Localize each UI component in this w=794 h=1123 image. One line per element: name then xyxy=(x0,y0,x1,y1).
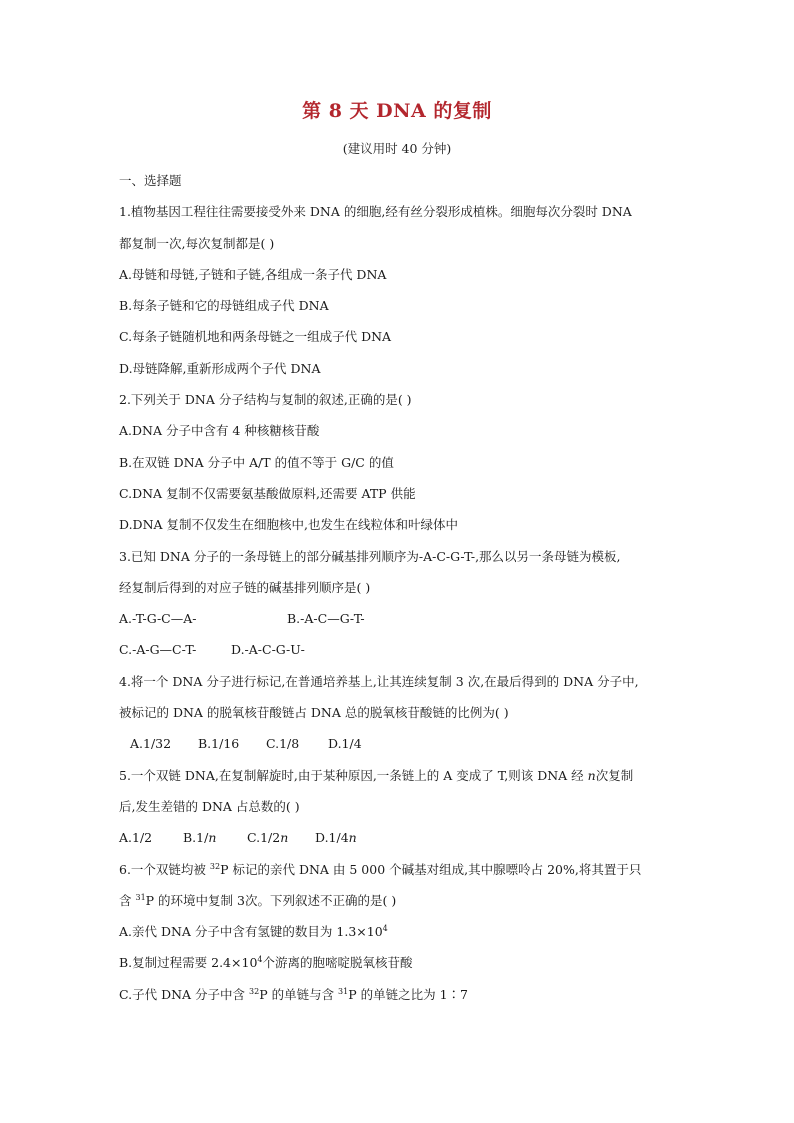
question-6-stem-line-1: 6.一个双链均被 $^{32}$P 标记的亲代 DNA 由 5 000 个碱基对组成,其中腺嘌呤占 20%,将其置于只 xyxy=(119,861,642,877)
question-5-option-c: C.1/2n xyxy=(247,830,289,846)
question-4-option-c: C.1/8 xyxy=(266,736,300,752)
question-1-option-b: B.每条子链和它的母链组成子代 DNA xyxy=(119,298,329,314)
question-4-option-b: B.1/16 xyxy=(198,736,240,752)
suggested-time: (建议用时 40 分钟) xyxy=(342,141,452,156)
section-heading: 一、选择题 xyxy=(119,173,182,188)
isotope-32: 32 xyxy=(209,861,221,871)
isotope-31: 31 xyxy=(135,892,146,902)
question-3-option-d: D.-A-C-G-U- xyxy=(231,642,305,658)
question-6-option-b: B.复制过程需要 $2.4\times 10^4$个游离的胞嘧啶脱氧核苷酸 xyxy=(119,955,413,971)
variable-n: n xyxy=(587,767,596,783)
question-5-option-a: A.1/2 xyxy=(119,830,153,846)
question-6-option-c: C.子代 DNA 分子中含 $^{32}$P 的单链与含 $^{31}$P 的单链之比为 1∶7 xyxy=(119,986,468,1002)
question-6-stem-line-2: 含 $^{31}$P 的环境中复制 3次。下列叙述不正确的是( ) xyxy=(119,892,397,908)
question-5-stem-line-2: 后,发生差错的 DNA 占总数的( ) xyxy=(119,798,300,814)
question-3-stem-line-1: 3.已知 DNA 分子的一条母链上的部分碱基排列顺序为-A-C-G-T-,那么以另一条母链为模板, xyxy=(119,548,621,564)
question-1-stem-line-2: 都复制一次,每次复制都是( ) xyxy=(119,235,275,251)
question-2-stem: 2.下列关于 DNA 分子结构与复制的叙述,正确的是( ) xyxy=(119,392,412,408)
question-5-options xyxy=(119,827,679,858)
question-3-option-a: A.-T-G-C—A- xyxy=(119,611,197,627)
page-title: 第 8 天 DNA 的复制 xyxy=(302,100,492,122)
question-3-option-c: C.-A-G—C-T- xyxy=(119,642,197,658)
question-4-stem-line-2: 被标记的 DNA 的脱氧核苷酸链占 DNA 总的脱氧核苷酸链的比例为( ) xyxy=(119,705,509,721)
question-1-option-c: C.每条子链随机地和两条母链之一组成子代 DNA xyxy=(119,329,392,345)
question-5-option-b: B.1/n xyxy=(183,830,217,846)
question-4-option-d: D.1/4 xyxy=(328,736,362,752)
question-4-option-a: A.1/32 xyxy=(130,736,172,752)
question-2-option-a: A.DNA 分子中含有 4 种核糖核苷酸 xyxy=(119,423,320,439)
question-6-option-a: A.亲代 DNA 分子中含有氢键的数目为 $1.3\times 10^4$ xyxy=(119,924,388,940)
question-3-option-b: B.-A-C—G-T- xyxy=(287,611,365,627)
question-5-option-d: D.1/4n xyxy=(315,830,357,846)
question-3-stem-line-2: 经复制后得到的对应子链的碱基排列顺序是( ) xyxy=(119,579,371,595)
question-2-option-c: C.DNA 复制不仅需要氨基酸做原料,还需要 ATP 供能 xyxy=(119,485,416,501)
question-5-stem-line-1: 5.一个双链 DNA,在复制解旋时,由于某种原因,一条链上的 A 变成了 T,则该 DNA 经 n次复制 xyxy=(119,767,634,783)
question-3-options-ab xyxy=(119,608,679,639)
question-2-option-b: B.在双链 DNA 分子中 A/T 的值不等于 G/C 的值 xyxy=(119,454,394,470)
question-2-option-d: D.DNA 复制不仅发生在细胞核中,也发生在线粒体和叶绿体中 xyxy=(119,517,458,533)
question-1-option-a: A.母链和母链,子链和子链,各组成一条子代 DNA xyxy=(119,266,387,282)
question-3-options-cd xyxy=(119,639,679,670)
question-1-option-d: D.母链降解,重新形成两个子代 DNA xyxy=(119,360,321,376)
question-list xyxy=(119,170,679,1015)
question-4-stem-line-1: 4.将一个 DNA 分子进行标记,在普通培养基上,让其连续复制 3 次,在最后得到的 DNA 分子中, xyxy=(119,673,639,689)
question-1-stem-line-1: 1.植物基因工程往往需要接受外来 DNA 的细胞,经有丝分裂形成植株。细胞每次分裂时 DNA xyxy=(119,204,632,220)
question-4-options xyxy=(119,733,679,764)
